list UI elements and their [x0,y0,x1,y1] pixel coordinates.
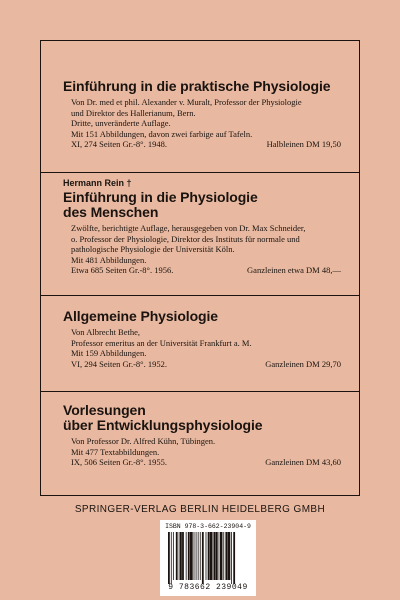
barcode-bar [208,532,210,580]
desc-line: Mit 159 Abbildungen. [71,348,147,358]
book-title-line: des Menschen [63,204,159,220]
book-title-line: über Entwicklungsphysiologie [63,417,263,433]
price-info: Ganzleinen DM 29,70 [265,358,341,369]
barcode-bar [190,532,193,580]
publisher-name: SPRINGER-VERLAG BERLIN HEIDELBERG GMBH [74,504,326,515]
pages-price-row [63,139,341,150]
book-entry-2 [41,178,359,276]
book-title [63,79,341,94]
book-description [63,223,341,265]
book-title [63,309,341,324]
desc-line: Von Albrecht Bethe, [71,327,141,337]
book-title-line: Einführung in die Physiologie [63,189,258,205]
barcode-bar [173,532,174,580]
barcode-bar [202,532,204,584]
barcode-bar [220,532,223,580]
book-author: Hermann Rein † [63,178,132,188]
barcode-bar [206,532,207,580]
desc-line: pathologische Physiologie der Universität Köln. [71,244,235,254]
desc-line: Mit 477 Textabbildungen. [71,446,160,457]
book-title-line: Allgemeine Physiologie [63,308,218,324]
pages-price-row [63,265,341,276]
book-list-frame [40,40,360,496]
barcode-bar [168,532,170,584]
barcode-bar [225,532,227,580]
price-info: Halbleinen DM 19,50 [266,139,341,149]
pages-price-row [63,359,341,370]
book-title-line: Vorlesungen [63,402,146,418]
book-description [63,327,341,359]
barcode-bar [216,532,218,580]
isbn-label: ISBN 978-3-662-23904-9 [165,523,251,530]
desc-line: Dritte, unveränderte Auflage. [71,118,171,128]
separator-line [41,391,359,392]
barcode-bar [231,532,232,584]
desc-line: Mit 481 Abbildungen. [71,254,147,265]
book-entry-3 [41,309,359,369]
book-description [63,436,341,457]
barcode-bar [210,532,213,580]
separator-line [41,172,359,173]
price-info: Ganzleinen DM 43,60 [265,457,341,467]
barcode-bar [228,532,231,580]
barcode-bar [196,532,197,580]
barcode-digits: 9 783662 239049 [168,583,248,592]
barcode-bar [223,532,224,580]
isbn-barcode-box [160,520,256,596]
pages-info: IX, 506 Seiten Gr.-8°. 1955. [71,457,167,467]
book-title [63,403,341,433]
barcode-bar [218,532,219,580]
desc-line: Von Dr. med et phil. Alexander v. Muralt, Professor der Physiologie [71,97,302,107]
pages-price-row [63,457,341,468]
desc-line: Professor emeritus an der Universität Frankfurt a. M. [71,337,252,348]
desc-line: und Direktor des Hallerianum, Bern. [71,107,196,118]
book-description [63,97,341,139]
barcode-bar [186,532,187,580]
barcode-bar [213,532,215,580]
barcode-icon [164,532,252,584]
book-title-line: Einführung in die praktische Physiologie [63,78,331,94]
book-entry-4 [41,403,359,468]
pages-info: VI, 294 Seiten Gr.-8°. 1952. [71,358,167,369]
desc-line: o. Professor der Physiologie, Direktor des Instituts für normale und [71,233,300,244]
desc-line: Von Professor Dr. Alfred Kühn, Tübingen. [71,436,216,446]
book-title [63,190,341,220]
pages-info: XI, 274 Seiten Gr.-8°. 1948. [71,139,167,149]
barcode-bar [194,532,195,580]
barcode-bar [188,532,190,580]
barcode-bar [233,532,235,584]
book-entry-1 [41,79,359,150]
barcode-bar [200,532,201,580]
barcode-bar [179,532,180,580]
barcode-bar [198,532,199,580]
barcode-bar [182,532,184,580]
price-info: Ganzleinen etwa DM 48,— [247,265,341,275]
desc-line: Mit 151 Abbildungen, davon zwei farbige auf Tafeln. [71,128,253,139]
barcode-bar [176,532,178,580]
barcode-bar [171,532,172,584]
barcode-bar [180,532,182,580]
separator-line [41,295,359,296]
pages-info: Etwa 685 Seiten Gr.-8°. 1956. [71,265,174,275]
desc-line: Zwölfte, berichtigte Auflage, herausgegeben von Dr. Max Schneider, [71,223,306,233]
